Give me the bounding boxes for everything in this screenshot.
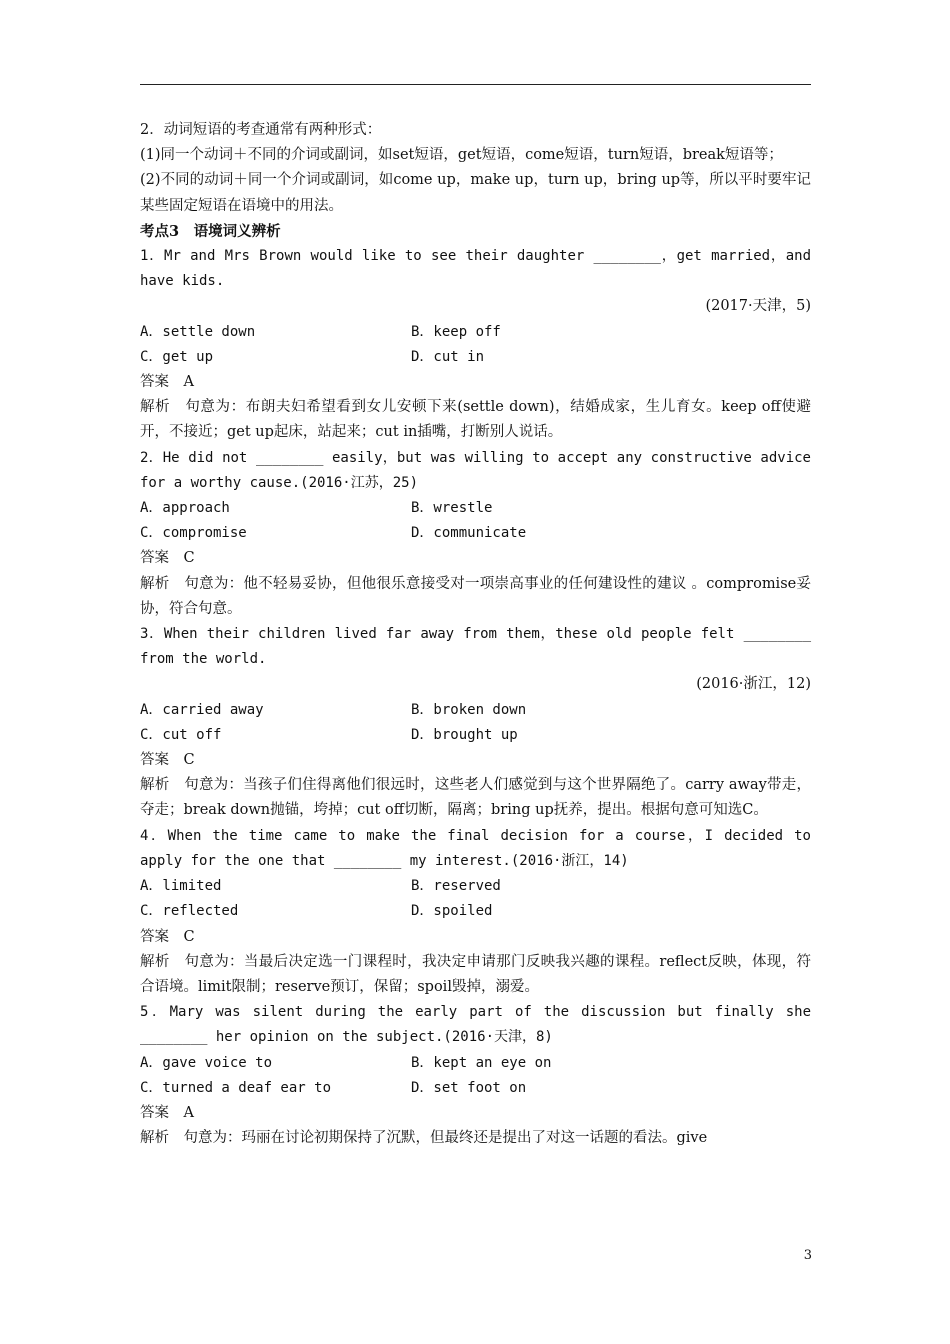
option-a: A．limited bbox=[140, 878, 222, 895]
question-stem: 5．Mary was silent during the early part of the discussion but finally she ________ her opinion on the subject.(2016·天津，8) bbox=[140, 1004, 820, 1046]
options-row bbox=[140, 874, 811, 899]
question-stem: 2．He did not ________ easily，but was willing to accept any constructive advice for a worthy cause.(2016·江苏，25) bbox=[140, 449, 820, 491]
options-row bbox=[140, 1076, 811, 1101]
question-stem: 3．When their children lived far away from them，these old people felt ________ from the world. bbox=[140, 626, 820, 668]
intro-point-2: (2)不同的动词＋同一个介词或副词，如come up，make up，turn up，bring up等，所以平时要牢记某些固定短语在语境中的用法。 bbox=[140, 172, 811, 214]
answer: 答案 C bbox=[140, 752, 195, 769]
options-row bbox=[140, 320, 811, 345]
section-title: 考点3 语境词义辨析 bbox=[140, 222, 281, 240]
option-a: A．approach bbox=[140, 500, 230, 517]
intro-heading: 2．动词短语的考查通常有两种形式： bbox=[140, 122, 382, 138]
options-row bbox=[140, 899, 811, 924]
option-b: B．kept an eye on bbox=[411, 1054, 552, 1071]
option-b: B．keep off bbox=[411, 323, 501, 340]
page-content bbox=[140, 118, 820, 1151]
option-a: A．carried away bbox=[140, 701, 264, 718]
question-stem: 4．When the time came to make the final decision for a course，I decided to apply for the one that ________ my interest.(2016·浙江，14) bbox=[140, 827, 820, 869]
options-row bbox=[140, 345, 811, 370]
option-a: A．settle down bbox=[140, 323, 256, 340]
header-rule bbox=[140, 84, 811, 85]
question-3 bbox=[140, 622, 820, 824]
options-row bbox=[140, 1051, 811, 1076]
question-source: (2016·浙江，12) bbox=[696, 676, 811, 693]
question-2 bbox=[140, 446, 820, 622]
options-row bbox=[140, 723, 811, 748]
question-stem: 1．Mr and Mrs Brown would like to see their daughter ________，get married，and have kids. bbox=[140, 248, 820, 290]
question-1 bbox=[140, 244, 820, 446]
answer: 答案 A bbox=[140, 374, 194, 391]
options-row bbox=[140, 698, 811, 723]
option-c: C．cut off bbox=[140, 726, 222, 743]
option-b: B．broken down bbox=[411, 701, 527, 718]
option-d: D．brought up bbox=[411, 726, 518, 743]
question-source: (2017·天津，5) bbox=[705, 298, 811, 315]
analysis: 解析 句意为：当最后决定选一门课程时，我决定申请那门反映我兴趣的课程。reflect反映，体现，符合语境。limit限制；reserve预订，保留；spoil毁掉，溺爱。 bbox=[140, 953, 811, 995]
option-d: D．set foot on bbox=[411, 1079, 527, 1096]
option-b: B．reserved bbox=[411, 878, 501, 895]
question-5 bbox=[140, 1000, 820, 1151]
answer: 答案 C bbox=[140, 550, 195, 567]
answer: 答案 C bbox=[140, 928, 195, 945]
option-c: C．get up bbox=[140, 348, 214, 365]
option-c: C．compromise bbox=[140, 525, 247, 542]
intro-point-1: (1)同一个动词＋不同的介词或副词，如set短语，get短语，come短语，turn短语，break短语等； bbox=[140, 147, 783, 164]
option-d: D．communicate bbox=[411, 525, 527, 542]
analysis: 解析 句意为：当孩子们住得离他们很远时，这些老人们感觉到与这个世界隔绝了。carry away带走，夺走；break down抛锚，垮掉；cut off切断，隔离；bring up抚养，提出。根据句意可知选C。 bbox=[140, 777, 811, 819]
options-row bbox=[140, 496, 811, 521]
option-c: C．turned a deaf ear to bbox=[140, 1079, 332, 1096]
option-b: B．wrestle bbox=[411, 500, 493, 517]
option-d: D．spoiled bbox=[411, 903, 493, 920]
analysis: 解析 句意为：他不轻易妥协，但他很乐意接受对一项崇高事业的任何建设性的建议 。compromise妥协，符合句意。 bbox=[140, 575, 811, 617]
option-a: A．gave voice to bbox=[140, 1054, 273, 1071]
analysis: 解析 句意为：布朗夫妇希望看到女儿安顿下来(settle down)，结婚成家，生儿育女。keep off使避开，不接近；get up起床，站起来；cut in插嘴，打断别人说话。 bbox=[140, 399, 811, 441]
answer: 答案 A bbox=[140, 1104, 194, 1121]
option-d: D．cut in bbox=[411, 348, 485, 365]
question-4 bbox=[140, 824, 820, 1000]
option-c: C．reflected bbox=[140, 903, 239, 920]
page-number: 3 bbox=[803, 1248, 812, 1263]
options-row bbox=[140, 521, 811, 546]
analysis: 解析 句意为：玛丽在讨论初期保持了沉默，但最终还是提出了对这一话题的看法。give bbox=[140, 1130, 708, 1147]
